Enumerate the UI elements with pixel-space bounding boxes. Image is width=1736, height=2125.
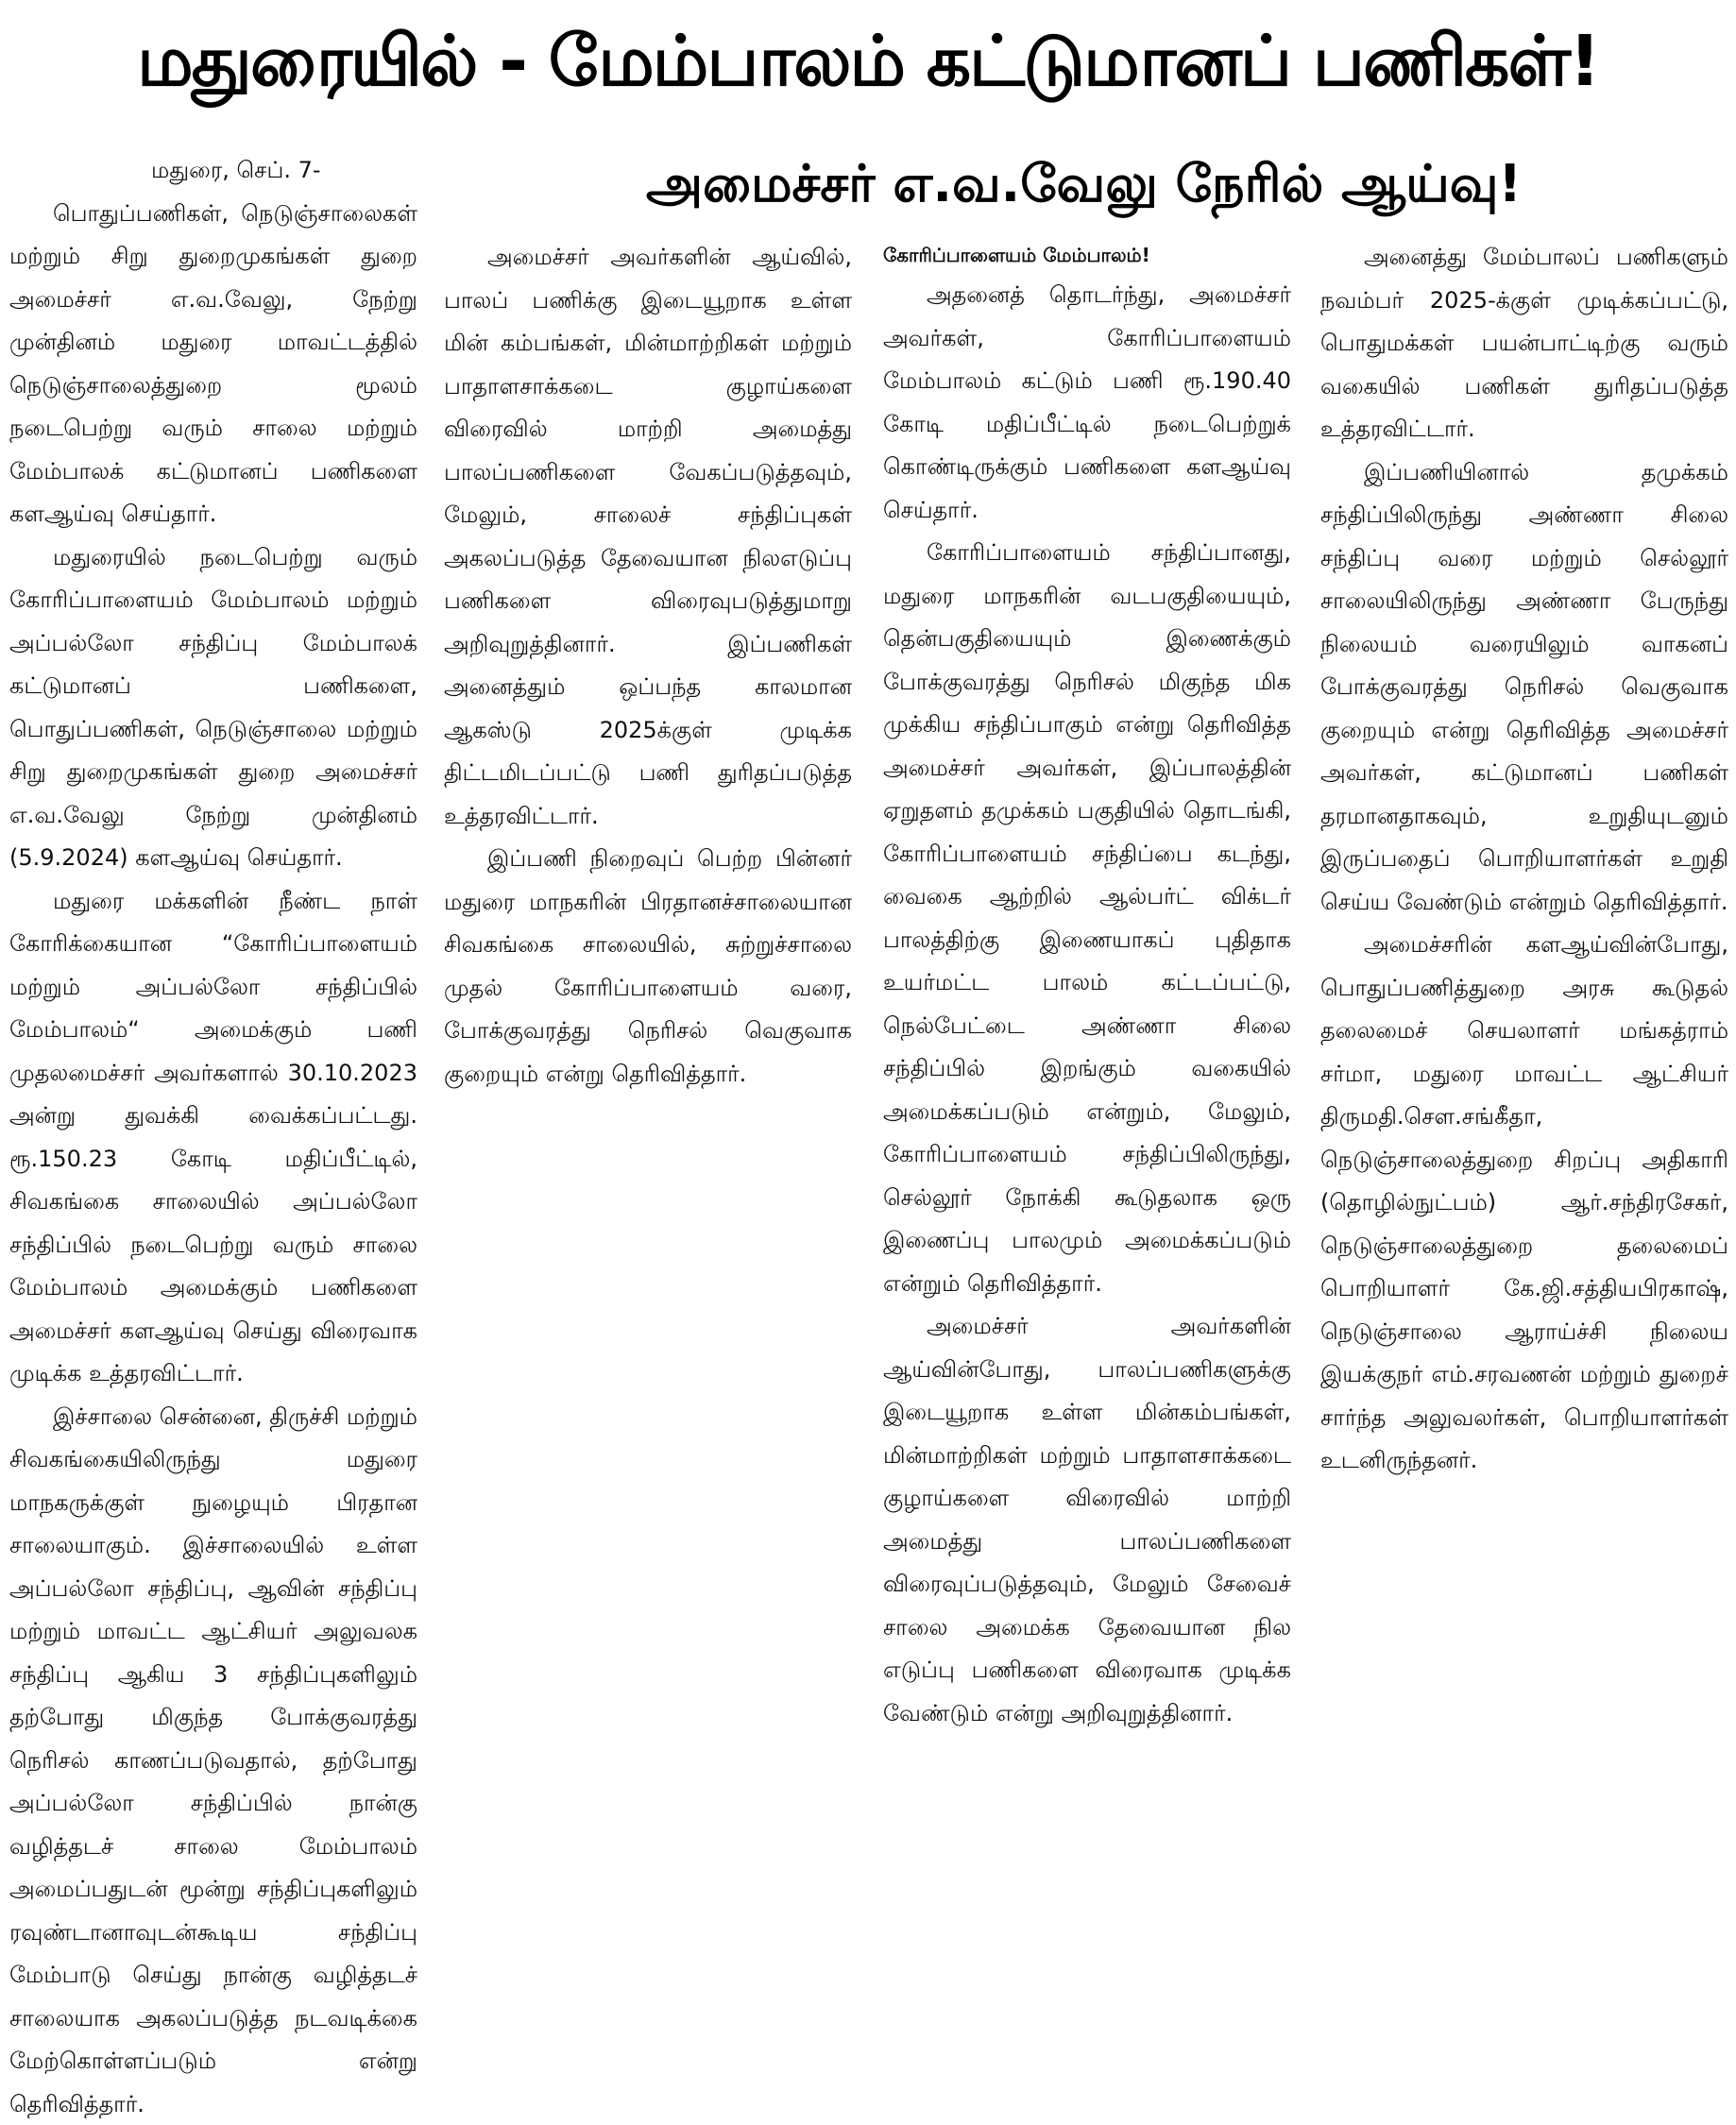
subheadline: அமைச்சர் எ.வ.வேலு நேரில் ஆய்வு! bbox=[645, 154, 1523, 213]
headline: மதுரையில் - மேம்பாலம் கட்டுமானப் பணிகள்! bbox=[137, 21, 1599, 102]
dateline: மதுரை, செப். 7- bbox=[151, 157, 321, 183]
paragraph: இச்சாலை சென்னை, திருச்சி மற்றும் சிவகங்கையிலிருந்து மதுரை மாநகருக்குள் நுழையும் பிரதான சாலையாகும். இச்சாலையில் உள்ள அப்பல்லோ சந்திப்பு, ஆவின் சந்திப்பு மற்றும் மாவட்ட ஆட்சியர் அலுவலக சந்திப்பு ஆகிய 3 சந்திப்புகளிலும் தற்போது மிகுந்த போக்குவரத்து நெரிசல் காணப்படுவதால், தற்போது அப்பல்லோ சந்திப்பில் நான்கு வழித்தடச் சாலை மேம்பாலம் அமைப்பதுடன் மூன்று சந்திப்புகளிலும் ரவுண்டானாவுடன்கூடிய சந்திப்பு மேம்பாடு செய்து நான்கு வழித்தடச் சாலையாக அகலப்படுத்த நடவடிக்கை மேற்கொள்ளப்படும் என்று தெரிவித்தார். bbox=[9, 1402, 417, 2117]
column-3 bbox=[883, 236, 1291, 2118]
paragraph: அமைச்சர் அவர்களின் ஆய்வில், பாலப் பணிக்கு இடையூறாக உள்ள மின் கம்பங்கள், மின்மாற்றிகள் மற்றும் பாதாளசாக்கடை குழாய்களை விரைவில் மாற்றி அமைத்து பாலப்பணிகளை வேகப்படுத்தவும், மேலும், சாலைச் சந்திப்புகள் அகலப்படுத்த தேவையான நிலஎடுப்பு பணிகளை விரைவுபடுத்துமாறு அறிவுறுத்தினார். இப்பணிகள் அனைத்தும் ஒப்பந்த காலமான ஆகஸ்டு 2025க்குள் முடிக்க திட்டமிடப்பட்டு பணி துரிதப்படுத்த உத்தரவிட்டார். bbox=[444, 244, 852, 829]
paragraph: மதுரையில் நடைபெற்று வரும் கோரிப்பாளையம் மேம்பாலம் மற்றும் அப்பல்லோ சந்திப்பு மேம்பாலக் கட்டுமானப் பணிகளை, பொதுப்பணிகள், நெடுஞ்சாலை மற்றும் சிறு துறைமுகங்கள் துறை அமைச்சர் எ.வ.வேலு நேற்று முன்தினம் (5.9.2024) களஆய்வு செய்தார். bbox=[9, 543, 417, 871]
paragraph: அதனைத் தொடர்ந்து, அமைச்சர் அவர்கள், கோரிப்பாளையம் மேம்பாலம் கட்டும் பணி ரூ.190.40 கோடி மதிப்பீட்டில் நடைபெற்றுக் கொண்டிருக்கும் பணிகளை களஆய்வு செய்தார். bbox=[883, 281, 1291, 523]
column-4 bbox=[1320, 236, 1728, 2118]
paragraph: அமைச்சரின் களஆய்வின்போது, பொதுப்பணித்துறை அரசு கூடுதல் தலைமைச் செயலாளர் மங்கத்ராம் சர்மா, மதுரை மாவட்ட ஆட்சியர் திருமதி.சௌ.சங்கீதா, நெடுஞ்சாலைத்துறை சிறப்பு அதிகாரி (தொழில்நுட்பம்) ஆர்.சந்திரசேகர், நெடுஞ்சாலைத்துறை தலைமைப் பொறியாளர் கே.ஜி.சத்தியபிரகாஷ், நெடுஞ்சாலை ஆராய்ச்சி நிலைய இயக்குநர் எம்.சரவணன் மற்றும் துறைச் சார்ந்த அலுவலர்கள், பொறியாளர்கள் உடனிருந்தனர். bbox=[1320, 931, 1728, 1473]
paragraph: மதுரை மக்களின் நீண்ட நாள் கோரிக்கையான “கோரிப்பாளையம் மற்றும் அப்பல்லோ சந்திப்பில் மேம்பாலம்“ அமைக்கும் பணி முதலமைச்சர் அவர்களால் 30.10.2023 அன்று துவக்கி வைக்கப்பட்டது. ரூ.150.23 கோடி மதிப்பீட்டில், சிவகங்கை சாலையில் அப்பல்லோ சந்திப்பில் நடைபெற்று வரும் சாலை மேம்பாலம் அமைக்கும் பணிகளை அமைச்சர் களஆய்வு செய்து விரைவாக முடிக்க உத்தரவிட்டார். bbox=[9, 887, 417, 1386]
paragraph: அமைச்சர் அவர்களின் ஆய்வின்போது, பாலப்பணிகளுக்கு இடையூறாக உள்ள மின்கம்பங்கள், மின்மாற்றிகள் மற்றும் பாதாளசாக்கடை குழாய்களை விரைவில் மாற்றி அமைத்து பாலப்பணிகளை விரைவுப்படுத்தவும், மேலும் சேவைச் சாலை அமைக்க தேவையான நில எடுப்பு பணிகளை விரைவாக முடிக்க வேண்டும் என்று அறிவுறுத்தினார். bbox=[883, 1313, 1291, 1726]
crosshead: கோரிப்பாளையம் மேம்பாலம்! bbox=[883, 244, 1150, 266]
paragraph: இப்பணி நிறைவுப் பெற்ற பின்னர் மதுரை மாநகரின் பிரதானச்சாலையான சிவகங்கை சாலையில், சுற்றுச்சாலை முதல் கோரிப்பாளையம் வரை, போக்குவரத்து நெரிசல் வெகுவாக குறையும் என்று தெரிவித்தார். bbox=[444, 845, 852, 1087]
paragraph: இப்பணியினால் தமுக்கம் சந்திப்பிலிருந்து அண்ணா சிலை சந்திப்பு வரை மற்றும் செல்லூர் சாலையிலிருந்து அண்ணா பேருந்து நிலையம் வரையிலும் வாகனப் போக்குவரத்து நெரிசல் வெகுவாக குறையும் என்று தெரிவித்த அமைச்சர் அவர்கள், கட்டுமானப் பணிகள் தரமானதாகவும், உறுதியுடனும் இருப்பதைப் பொறியாளர்கள் உறுதி செய்ய வேண்டும் என்றும் தெரிவித்தார். bbox=[1320, 458, 1728, 915]
paragraph: பொதுப்பணிகள், நெடுஞ்சாலைகள் மற்றும் சிறு துறைமுகங்கள் துறை அமைச்சர் எ.வ.வேலு, நேற்று முன்தினம் மதுரை மாவட்டத்தில் நெடுஞ்சாலைத்துறை மூலம் நடைபெற்று வரும் சாலை மற்றும் மேம்பாலக் கட்டுமானப் பணிகளை களஆய்வு செய்தார். bbox=[9, 199, 417, 527]
paragraph: அனைத்து மேம்பாலப் பணிகளும் நவம்பர் 2025-க்குள் முடிக்கப்பட்டு, பொதுமக்கள் பயன்பாட்டிற்கு வரும் வகையில் பணிகள் துரிதப்படுத்த உத்தரவிட்டார். bbox=[1320, 244, 1728, 442]
paragraph: கோரிப்பாளையம் சந்திப்பானது, மதுரை மாநகரின் வடபகுதியையும், தென்பகுதியையும் இணைக்கும் போக்குவரத்து நெரிசல் மிகுந்த மிக முக்கிய சந்திப்பாகும் என்று தெரிவித்த அமைச்சர் அவர்கள், இப்பாலத்தின் ஏறுதளம் தமுக்கம் பகுதியில் தொடங்கி, கோரிப்பாளையம் சந்திப்பை கடந்து, வைகை ஆற்றில் ஆல்பர்ட் விக்டர் பாலத்திற்கு இணையாகப் புதிதாக உயர்மட்ட பாலம் கட்டப்பட்டு, நெல்பேட்டை அண்ணா சிலை சந்திப்பில் இறங்கும் வகையில் அமைக்கப்படும் என்றும், மேலும், கோரிப்பாளையம் சந்திப்பிலிருந்து, செல்லூர் நோக்கி கூடுதலாக ஒரு இணைப்பு பாலமும் அமைக்கப்படும் என்றும் தெரிவித்தார். bbox=[883, 539, 1291, 1297]
column-1 bbox=[9, 149, 417, 2118]
column-2 bbox=[444, 236, 852, 2118]
